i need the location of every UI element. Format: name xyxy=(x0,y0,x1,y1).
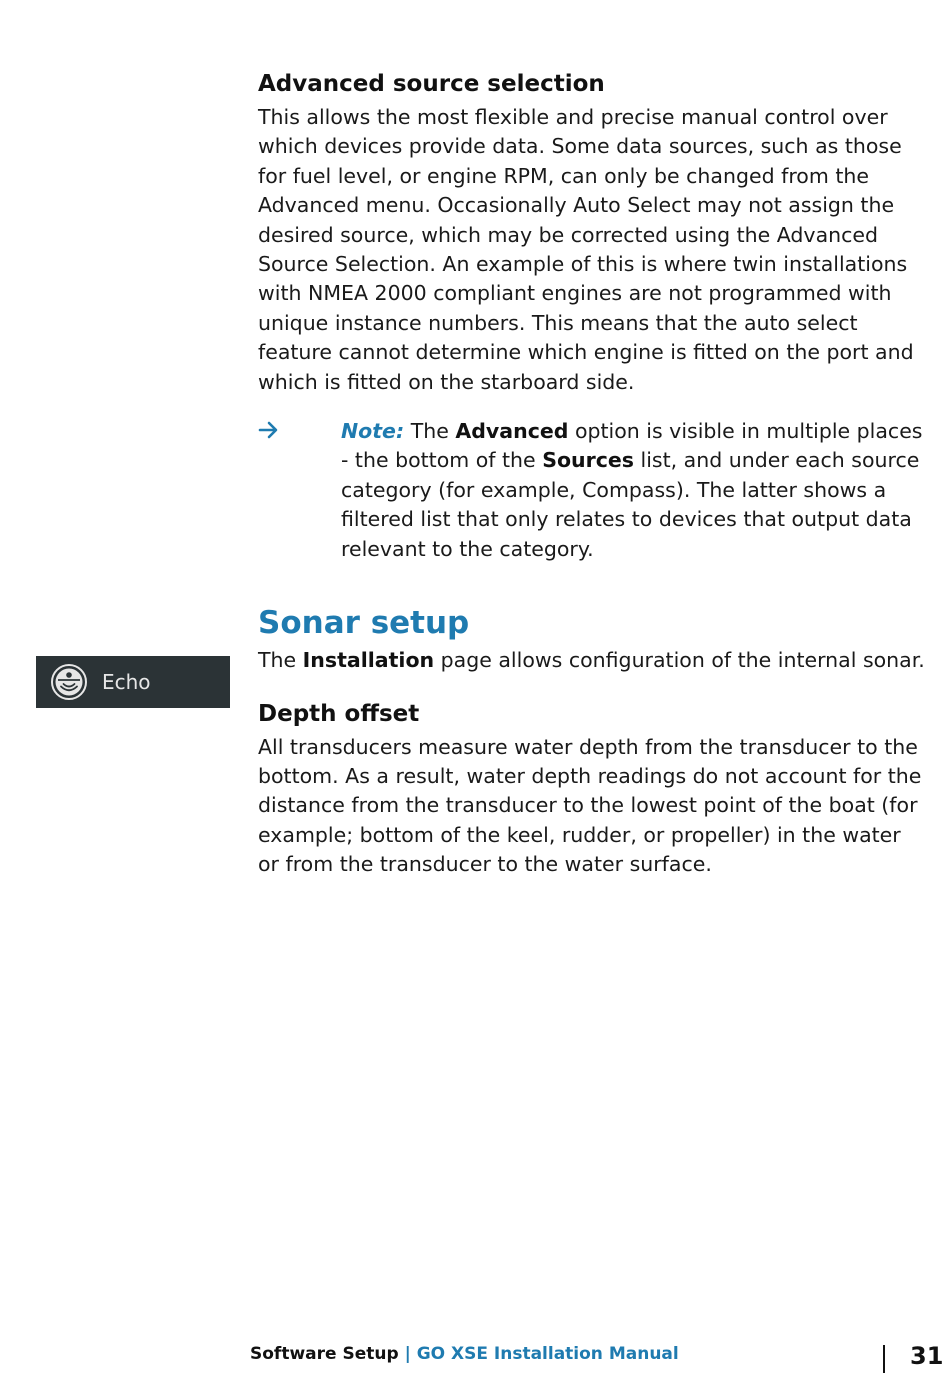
echo-label: Echo xyxy=(102,670,151,694)
advanced-source-body: This allows the most flexible and precise manual control over which devices provide data. Some data sources, such as those for fuel level, or engine RPM, can only be changed from the Advanced menu. Occasionally Auto Select may not assign the desired source, which may be corrected using the Advanced Source Selection. An example of this is where twin installations with NMEA 2000 compliant engines are not programmed with unique instance numbers. This means that the auto select feature cannot determine which engine is fitted on the port and which is fitted on the starboard side. xyxy=(258,105,914,394)
sonar-text-2: page allows configuration of the internal sonar. xyxy=(440,648,925,673)
sonar-setup-heading: Sonar setup xyxy=(258,605,470,642)
note-bold-advanced: Advanced xyxy=(455,419,569,444)
page-number-divider xyxy=(883,1345,885,1373)
echo-sonar-icon xyxy=(50,663,88,701)
footer-manual-title: GO XSE Installation Manual xyxy=(416,1344,679,1364)
footer-separator: | xyxy=(404,1344,411,1364)
footer-section: Software Setup xyxy=(250,1344,399,1364)
sonar-text-1: The xyxy=(258,648,297,673)
depth-offset-body: All transducers measure water depth from the transducer to the bottom. As a result, water depth readings do not account for the distance from the transducer to the lowest point of the boat (for example; bottom of the keel, rudder, or propeller) in the water or from the transducer to the water surface. xyxy=(258,734,922,877)
depth-offset-heading: Depth offset xyxy=(258,700,420,727)
note-text-3: list, and under each source category (for example, Compass). The latter shows a filtered list that only relates to devices that output data relevant to the category. xyxy=(341,448,920,561)
sonar-bold-installation: Installation xyxy=(302,648,435,673)
advanced-source-heading: Advanced source selection xyxy=(258,71,605,97)
note-label: Note: xyxy=(341,419,405,444)
main-content xyxy=(258,68,928,880)
note-bold-sources: Sources xyxy=(542,448,634,473)
note-block xyxy=(258,417,928,564)
arrow-right-icon xyxy=(258,419,280,441)
page-number: 31 xyxy=(910,1342,944,1370)
note-text-2: option is visible in multiple places - the bottom of the xyxy=(341,419,923,473)
sonar-setup-body xyxy=(258,646,928,675)
note-text-1: The xyxy=(410,419,449,444)
echo-tile xyxy=(36,656,230,708)
page-footer xyxy=(250,1342,679,1366)
